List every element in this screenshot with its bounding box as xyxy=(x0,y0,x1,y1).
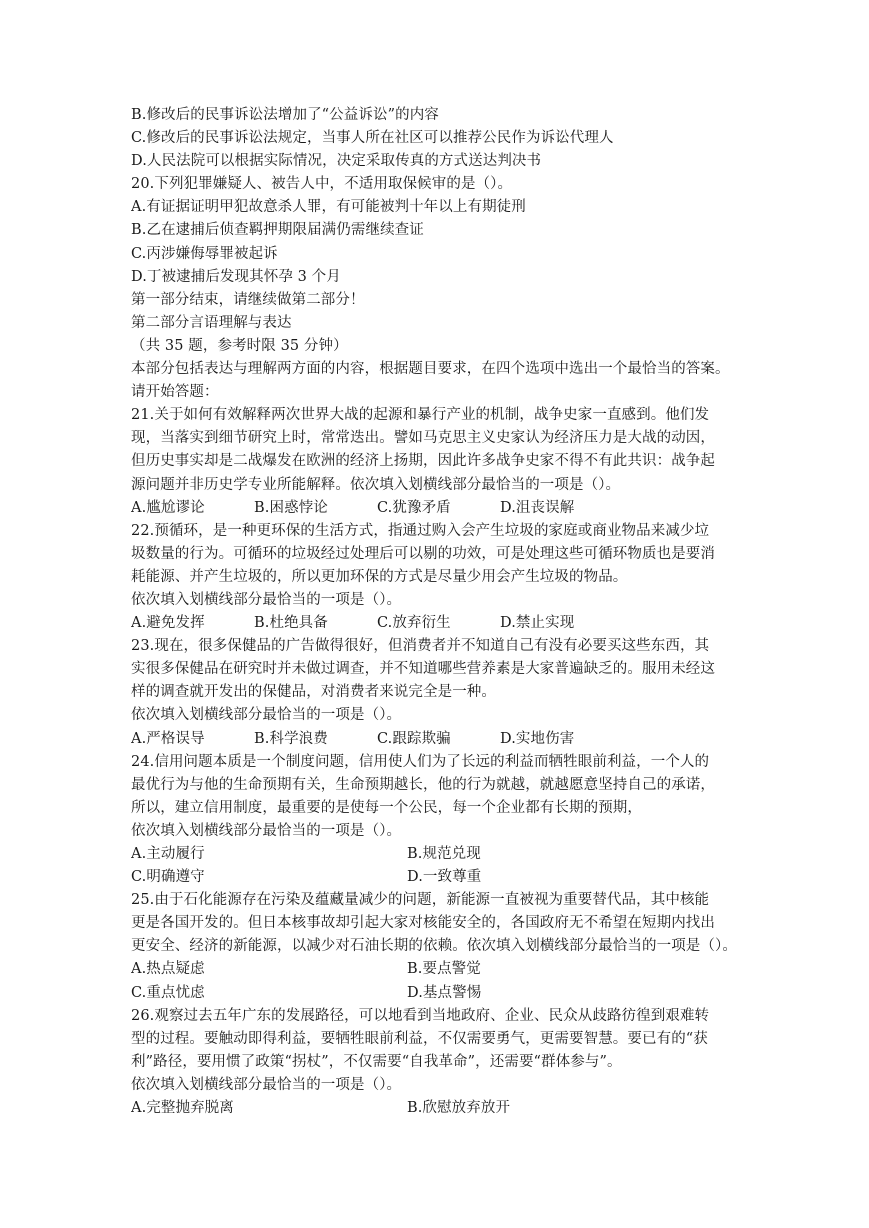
option-d: D.一致尊重 xyxy=(407,869,482,886)
section-instructions: 请开始答题： xyxy=(131,384,219,401)
option-b: B.困惑悖论 xyxy=(254,499,328,516)
text-line: B.修改后的民事诉讼法增加了“公益诉讼”的内容 xyxy=(131,107,439,123)
text-line: B.乙在逮捕后侦查羁押期限届满仍需继续查证 xyxy=(131,222,424,239)
text-line: 更安全、经济的新能源，以减少对石油长期的依赖。依次填入划横线部分最恰当的一项是（）。 xyxy=(131,938,737,955)
answer-options xyxy=(131,1097,741,1120)
option-b: B.科学浪费 xyxy=(254,730,328,747)
text-line: D.丁被逮捕后发现其怀孕 3 个月 xyxy=(131,268,341,285)
text-line: 现，当落实到细节研究上时，常常迭出。譬如马克思主义史家认为经济压力是大战的动因， xyxy=(131,430,715,447)
question-22: 22.预循环，是一种更环保的生活方式，指通过购入会产生垃圾的家庭或商业物品来减少垃 xyxy=(131,522,710,539)
text-line: C.修改后的民事诉讼法规定，当事人所在社区可以推荐公民作为诉讼代理人 xyxy=(131,130,614,147)
answer-options xyxy=(131,843,741,866)
option-a: A.严格误导 xyxy=(131,730,205,747)
text-line: C.丙涉嫌侮辱罪被起诉 xyxy=(131,245,278,262)
option-b: B.规范兑现 xyxy=(407,846,481,862)
text-line: 实很多保健品在研究时并未做过调查，并不知道哪些营养素是大家普遍缺乏的。服用未经这 xyxy=(131,661,715,678)
option-c: C.犹豫矛盾 xyxy=(377,499,451,516)
text-line: 源问题并非历史学专业所能解释。依次填入划横线部分最恰当的一项是（）。 xyxy=(131,476,621,493)
answer-options xyxy=(131,958,741,981)
section-title: 第二部分言语理解与表达 xyxy=(131,314,292,331)
section-instructions: 本部分包括表达与理解两方面的内容，根据题目要求，在四个选项中选出一个最恰当的答案。 xyxy=(131,361,730,378)
text-line: 依次填入划横线部分最恰当的一项是（）。 xyxy=(131,1076,402,1093)
option-b: B.杜绝具备 xyxy=(254,615,328,632)
text-line: 圾数量的行为。可循环的垃圾经过处理后可以剔的功效，可是处理这些可循环物质也是要消 xyxy=(131,545,715,562)
text-line: D.人民法院可以根据实际情况，决定采取传真的方式送达判决书 xyxy=(131,153,542,170)
question-21: 21.关于如何有效解释两次世界大战的起源和暴行产业的机制，战争史家一直感到。他们发 xyxy=(131,407,710,424)
text-line: 最优行为与他的生命预期有关，生命预期越长，他的行为就越，就越愿意坚持自己的承诺， xyxy=(131,776,715,793)
text-line: 所以，建立信用制度，最重要的是使每一个公民，每一个企业都有长期的预期， xyxy=(131,799,642,816)
text-line: 型的过程。要触动即得利益，要牺牲眼前利益，不仅需要勇气，更需要智慧。要已有的“获 xyxy=(131,1030,708,1047)
question-24: 24.信用问题本质是一个制度问题，信用使人们为了长远的利益而牺牲眼前利益，一个人的 xyxy=(131,753,710,770)
option-c: C.明确遵守 xyxy=(131,869,205,886)
question-23: 23.现在，很多保健品的广告做得很好，但消费者并不知道自己有没有必要买这些东西，其 xyxy=(131,638,710,655)
question-25: 25.由于石化能源存在污染及蕴藏量减少的问题，新能源一直被视为重要替代品，其中核能 xyxy=(131,892,710,909)
text-line: 样的调查就开发出的保健品，对消费者来说完全是一种。 xyxy=(131,684,496,701)
answer-options xyxy=(131,612,741,635)
option-a: A.热点疑虑 xyxy=(131,961,205,978)
option-d: D.沮丧误解 xyxy=(500,499,575,516)
text-line: 依次填入划横线部分最恰当的一项是（）。 xyxy=(131,822,402,839)
page-content xyxy=(131,104,741,1120)
text-line: 更是各国开发的。但日本核事故却引起大家对核能安全的，各国政府无不希望在短期内找出 xyxy=(131,915,715,932)
section-end-note: 第一部分结束，请继续做第二部分！ xyxy=(131,291,365,308)
option-d: D.基点警惕 xyxy=(407,984,482,1001)
text-line: 利”路径，要用惯了政策“拐杖”，不仅需要“自我革命”，还需要“群体参与”。 xyxy=(131,1053,622,1070)
option-d: D.禁止实现 xyxy=(500,615,575,632)
section-subtitle: （共 35 题，参考时限 35 分钟） xyxy=(131,337,348,354)
answer-options xyxy=(131,497,741,520)
option-b: B.要点警觉 xyxy=(407,961,481,978)
option-a: A.避免发挥 xyxy=(131,615,205,632)
text-line: 但历史事实却是二战爆发在欧洲的经济上扬期，因此许多战争史家不得不有此共识：战争起 xyxy=(131,453,715,470)
option-a: A.完整抛弃脱离 xyxy=(131,1100,234,1117)
option-a: A.主动履行 xyxy=(131,846,205,862)
question-20: 20.下列犯罪嫌疑人、被告人中，不适用取保候审的是（）。 xyxy=(131,176,513,193)
option-c: C.跟踪欺骗 xyxy=(377,730,451,747)
text-line: A.有证据证明甲犯故意杀人罪，有可能被判十年以上有期徒刑 xyxy=(131,199,526,216)
text-line: 依次填入划横线部分最恰当的一项是（）。 xyxy=(131,591,402,608)
option-b: B.欣慰放弃放开 xyxy=(407,1100,511,1117)
answer-options xyxy=(131,866,741,889)
text-line: 耗能源、并产生垃圾的，所以更加环保的方式是尽量少用会产生垃圾的物品。 xyxy=(131,568,628,585)
answer-options xyxy=(131,728,741,751)
option-d: D.实地伤害 xyxy=(500,730,575,747)
answer-options xyxy=(131,982,741,1005)
text-line: 依次填入划横线部分最恰当的一项是（）。 xyxy=(131,707,402,724)
question-26: 26.观察过去五年广东的发展路径，可以地看到当地政府、企业、民众从歧路彷徨到艰难转 xyxy=(131,1007,710,1024)
option-c: C.重点忧虑 xyxy=(131,984,205,1001)
option-c: C.放弃衍生 xyxy=(377,615,451,632)
option-a: A.尴尬谬论 xyxy=(131,499,205,516)
